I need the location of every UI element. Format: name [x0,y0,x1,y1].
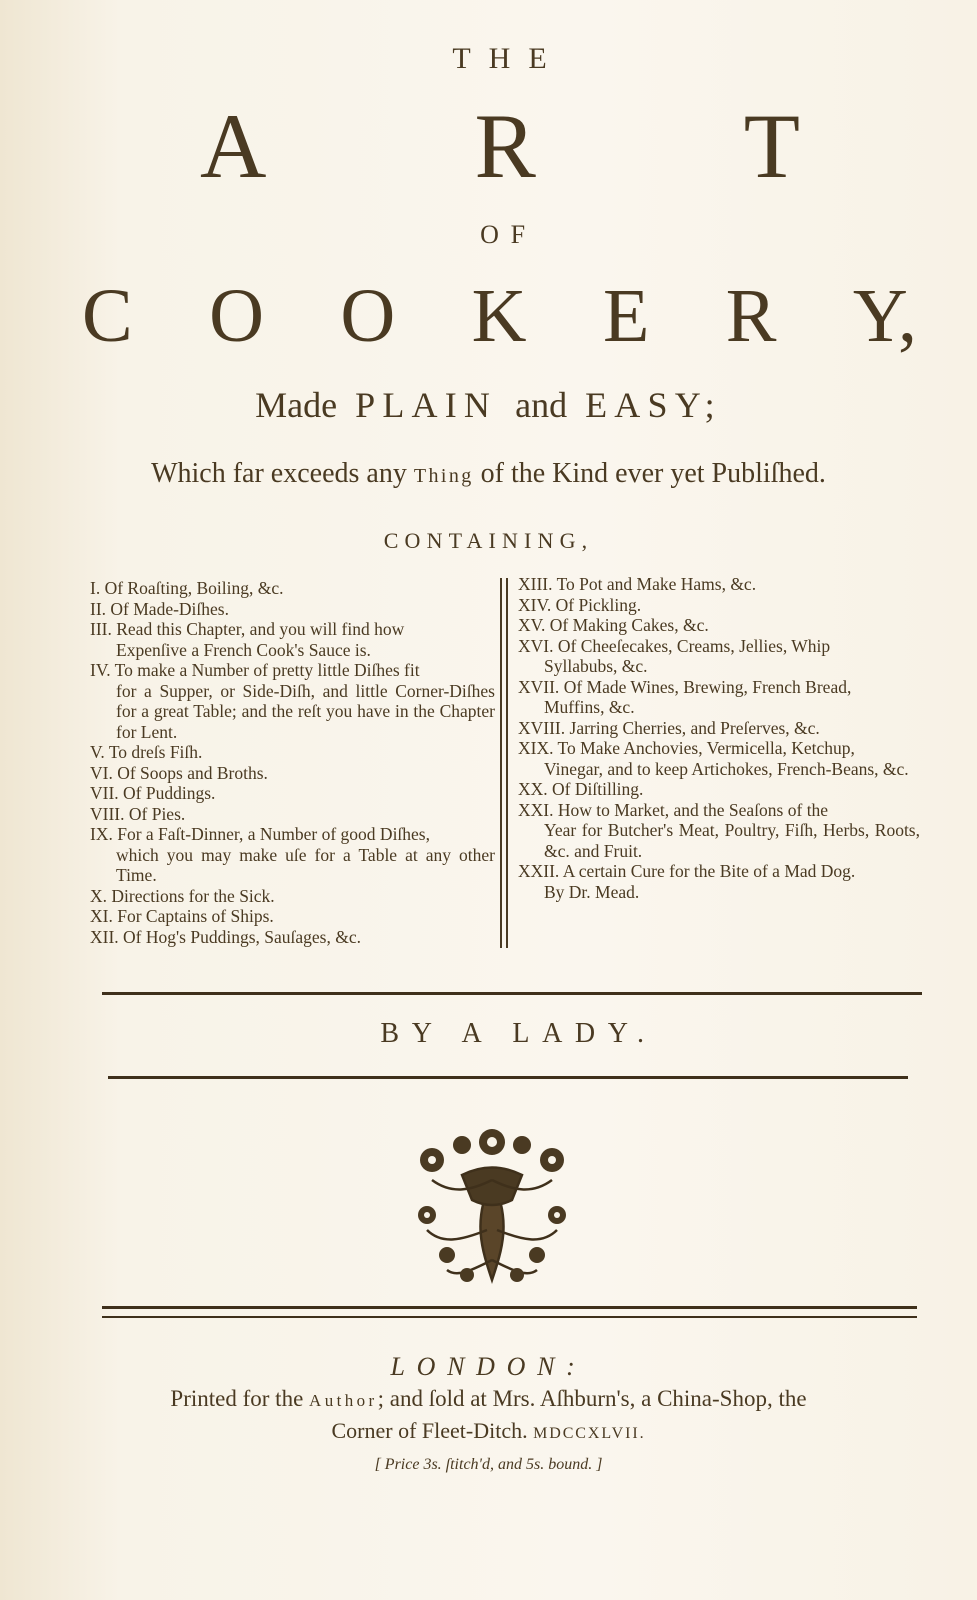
contents-item [90,824,495,886]
subtitle-made: Made [255,385,338,425]
contents-item [90,927,495,948]
title-cookery-letter: O [209,274,264,358]
contents-item-text: Of Cheeſecakes, Creams, Jellies, Whip [557,635,831,656]
contents-item-continuation: Year for Butcher's Meat, Poultry, Fiſh, Herbs, Roots, &c. and Fruit. [544,820,920,861]
contents-item-text: For Captains of Ships. [117,906,274,926]
contents-item [90,906,495,927]
imprint-year: MDCCXLVII. [533,1425,646,1442]
contents-item-number: III. [90,619,112,639]
contents-item [518,800,920,862]
contents-item [90,804,495,825]
contents-item [90,742,495,763]
contents-item-continuation: Vinegar, and to keep Artichokes, French-Beans, &c. [544,758,909,779]
contents-item-text: For a Faſt-Dinner, a Number of good Diſhes, [117,824,430,844]
contents-item-number: XVI. [518,635,554,656]
contents-item-number: XIII. [518,574,553,594]
contents-item-text: To Pot and Make Hams, &c. [556,574,757,594]
contents-item-number: V. [90,742,105,762]
subtitle-plain: PLAIN [355,385,498,425]
contents-item-continuation: Syllabubs, &c. [544,656,648,676]
contents-item-text: Of Hog's Puddings, Sauſages, &c. [123,926,361,947]
contents-item-number: IX. [90,824,113,844]
contents-item-continuation: which you may make uſe for a Table at any other Time. [116,844,495,885]
imprint-corner [0,1418,977,1444]
divider-rule [102,1316,917,1318]
contents-item [518,738,920,779]
contents-item-text: Of Roaſting, Boiling, &c. [104,578,284,598]
title-cookery-letter: K [471,274,527,358]
contents-item-number: XI. [90,906,113,926]
title-cookery-letter: R [725,274,777,358]
contents-item-number: XXII. [518,861,560,881]
title-art-letter: R [474,95,536,197]
contents-item-text: Of Pies. [128,803,186,824]
contents-item-number: XII. [90,926,119,947]
title-art-letter: T [743,95,800,197]
divider-rule [102,992,922,995]
contents-item-text: Of Pickling. [555,594,642,615]
contents-item-number: XVIII. [518,717,566,738]
imprint-corner-pre: Corner of Fleet-Ditch. [331,1418,528,1443]
contents-item [518,636,920,677]
containing-heading: CONTAINING, [383,528,594,553]
contents-item-number: X. [90,885,108,906]
contents-item [518,595,920,616]
contents-item [518,779,920,800]
contents-item-number: XV. [518,615,546,635]
contents-item-text: Of Made-Diſhes. [110,598,229,619]
contents-item-text: Of Puddings. [123,783,216,803]
divider-rule [108,1076,908,1079]
column-divider [500,578,502,948]
contents-item [518,615,920,636]
contents-item-text: Of Making Cakes, &c. [549,615,709,635]
contents-left-column [90,578,495,947]
subtitle-easy: EASY; [585,385,722,425]
contents-item-text: Of Soops and Broths. [117,762,268,783]
contents-item-number: VII. [90,783,119,803]
contents-item [90,783,495,804]
imprint-printed-pre: Printed for the [170,1386,304,1411]
contents-item [518,718,920,739]
contents-item [518,861,920,902]
contents-item-continuation: Expenſive a French Cook's Sauce is. [116,639,371,660]
column-divider [506,578,508,948]
imprint-printed [0,1386,977,1412]
contents-item [90,619,495,660]
imprint-author: Author [309,1391,378,1410]
contents-item-text: To Make Anchovies, Vermicella, Ketchup, [557,738,855,758]
contents-item-continuation: By Dr. Mead. [544,881,640,902]
contents-item-text: Of Diſtilling. [552,779,644,799]
contents-item-number: II. [90,598,107,619]
contents-item-number: XIX. [518,738,554,758]
contents-item-number: XIV. [518,594,552,615]
title-cookery-letter: C [82,274,133,358]
title-cookery-letter: O [340,274,396,358]
contents-item-text: Jarring Cherries, and Preſerves, &c. [569,717,820,738]
contents-item-text: Of Made Wines, Brewing, French Bread, [563,676,852,697]
contents-item-number: VI. [90,762,113,783]
contents-item [90,599,495,620]
contents-item [90,578,495,599]
contents-item-text: Directions for the Sick. [111,885,275,906]
contents-item [90,886,495,907]
contents-item [518,677,920,718]
contents-item [90,660,495,742]
contents-item-continuation: Muffins, &c. [544,697,635,717]
tagline-thing: Thing [413,465,474,487]
title-cookery-letter: E [602,274,650,358]
contents-item [90,763,495,784]
divider-rule [102,1306,917,1309]
contents-item-number: VIII. [90,803,125,824]
contents-item-text: To dreſs Fiſh. [108,742,203,762]
title-art-letter: A [200,95,267,197]
title-the: THE [452,42,565,75]
contents-item-number: XVII. [518,676,560,697]
title-cookery [82,274,917,358]
contents-item-continuation: for a Supper, or Side-Diſh, and little Corner-Diſhes for a great Table; and the reſt you have in the Chapter for Lent. [116,680,495,742]
contents-item-text: Read this Chapter, and you will find how [116,619,405,639]
imprint-price: [ Price 3s. ſtitch'd, and 5s. bound. ] [374,1456,603,1473]
contents-right-column [518,574,920,902]
contents-item-text: To make a Number of pretty little Diſhes fit [114,660,420,680]
contents-item-text: A certain Cure for the Bite of a Mad Dog. [562,861,856,881]
tagline [0,458,977,490]
contents-item-number: I. [90,578,101,598]
title-cookery-letter: Y, [852,274,917,358]
floral-ornament-icon [412,1120,572,1290]
tagline-post: of the Kind ever yet Publiſhed. [480,458,826,489]
contents-item-number: XXI. [518,799,554,820]
contents-item-number: IV. [90,660,111,680]
imprint-london: LONDON: [390,1352,587,1381]
subtitle [0,384,977,426]
subtitle-and: and [515,385,568,425]
contents-item-number: XX. [518,779,548,799]
by-a-lady: BY A LADY. [380,1018,657,1049]
imprint-printed-post: ; and ſold at Mrs. Aſhburn's, a China-Shop, the [377,1386,807,1411]
contents-item [518,574,920,595]
title-of: OF [480,220,537,249]
title-art [200,95,800,197]
tagline-pre: Which far exceeds any [151,458,407,489]
contents-item-text: How to Market, and the Seaſons of the [557,799,829,820]
